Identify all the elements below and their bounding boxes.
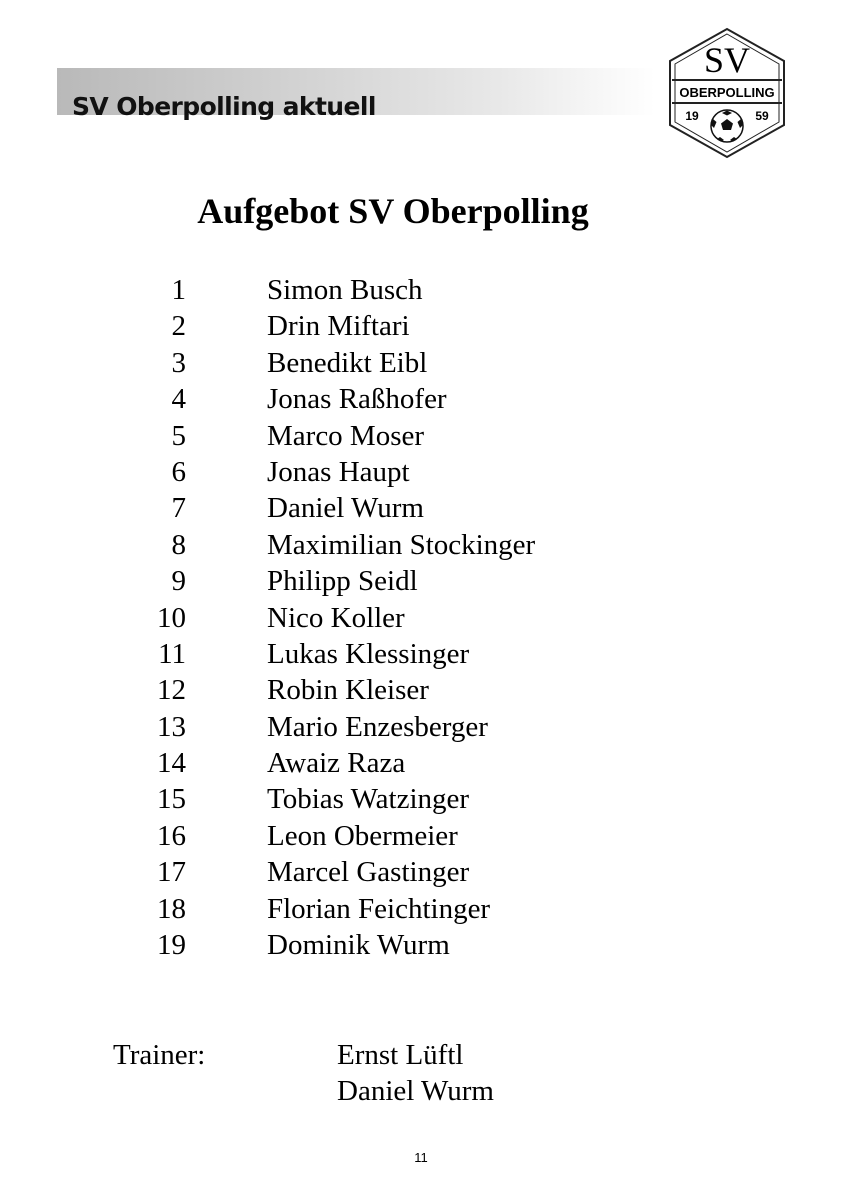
header-title: SV Oberpolling aktuell	[72, 92, 376, 121]
player-name: Maximilian Stockinger	[267, 528, 536, 561]
player-number: 17	[157, 856, 186, 889]
player-name: Nico Koller	[267, 601, 405, 634]
player-name: Leon Obermeier	[267, 819, 458, 852]
player-number: 16	[157, 819, 186, 852]
player-name: Philipp Seidl	[267, 565, 418, 598]
roster-row	[0, 272, 842, 308]
player-number: 18	[157, 892, 186, 925]
trainer-label: Trainer:	[113, 1039, 206, 1071]
roster-row	[0, 745, 842, 781]
player-number: 1	[171, 274, 186, 306]
player-number: 19	[157, 929, 186, 962]
player-number: 5	[171, 419, 186, 452]
roster-row	[0, 636, 842, 672]
player-number: 11	[158, 637, 186, 670]
roster-row	[0, 854, 842, 890]
player-name: Simon Busch	[267, 274, 423, 306]
player-number: 2	[171, 310, 186, 343]
roster-row	[0, 600, 842, 636]
roster-row	[0, 781, 842, 817]
roster-row	[0, 418, 842, 454]
player-name: Daniel Wurm	[267, 492, 424, 525]
roster-row	[0, 490, 842, 526]
roster-row	[0, 927, 842, 963]
roster-row	[0, 672, 842, 708]
roster-row	[0, 563, 842, 599]
logo-abbr: SV	[703, 40, 751, 80]
player-name: Awaiz Raza	[267, 747, 406, 780]
roster-row	[0, 381, 842, 417]
roster-row	[0, 454, 842, 490]
roster-row	[0, 345, 842, 381]
player-name: Marcel Gastinger	[267, 856, 470, 889]
club-logo	[668, 27, 786, 159]
roster-row	[0, 818, 842, 854]
roster-row	[0, 308, 842, 344]
player-number: 15	[157, 783, 186, 816]
player-number: 12	[157, 674, 186, 707]
player-name: Florian Feichtinger	[267, 892, 491, 925]
player-name: Marco Moser	[267, 419, 425, 452]
player-number: 13	[157, 710, 186, 743]
roster-row	[0, 891, 842, 927]
player-name: Robin Kleiser	[267, 674, 429, 707]
football-icon	[711, 110, 743, 142]
logo-year-left: 19	[685, 109, 699, 123]
page-number: 11	[414, 1150, 428, 1165]
player-name: Tobias Watzinger	[267, 783, 470, 816]
player-name: Mario Enzesberger	[267, 710, 488, 743]
trainer-name: Ernst Lüftl	[337, 1039, 464, 1071]
player-name: Jonas Haupt	[267, 455, 410, 488]
player-name: Drin Miftari	[267, 310, 410, 343]
player-number: 10	[157, 601, 186, 634]
player-name: Lukas Klessinger	[267, 637, 470, 670]
player-number: 9	[171, 565, 186, 598]
player-number: 6	[171, 455, 186, 488]
roster-list	[0, 272, 842, 963]
player-number: 3	[171, 346, 186, 379]
page-title: Aufgebot SV Oberpolling	[197, 191, 589, 231]
trainer-name: Daniel Wurm	[337, 1075, 494, 1108]
trainer-names	[337, 1037, 494, 1110]
player-number: 7	[171, 492, 186, 525]
player-name: Benedikt Eibl	[267, 346, 428, 379]
roster-row	[0, 527, 842, 563]
logo-year-right: 59	[755, 109, 769, 123]
player-number: 8	[171, 528, 186, 561]
player-name: Dominik Wurm	[267, 929, 450, 962]
player-number: 14	[157, 747, 186, 780]
roster-row	[0, 709, 842, 745]
player-name: Jonas Raßhofer	[267, 383, 447, 416]
logo-name: OBERPOLLING	[679, 85, 775, 100]
player-number: 4	[171, 383, 186, 416]
